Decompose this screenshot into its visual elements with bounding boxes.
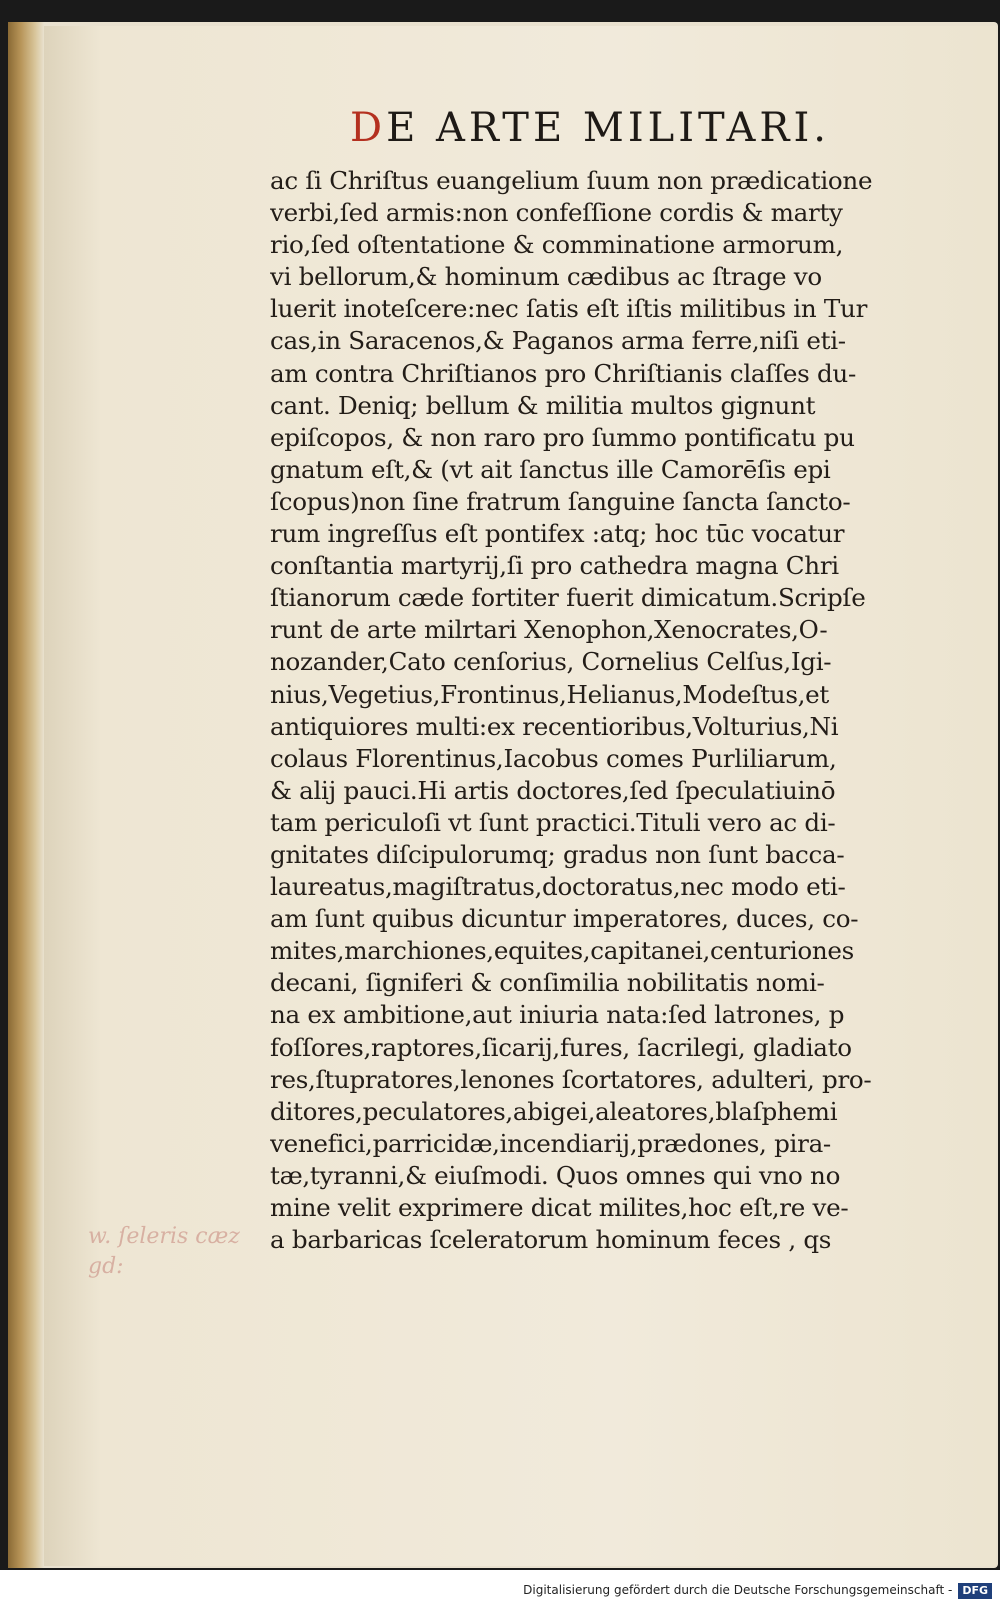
- text-line: foſſores,raptores,ſicarij,fures, ſacrilegi, gladiato: [270, 1032, 852, 1062]
- page-header: [350, 105, 910, 165]
- margin-note-line: gd:: [88, 1254, 124, 1279]
- text-line: res,ſtupratores,lenones ſcortatores, adulteri, pro-: [270, 1064, 872, 1094]
- footer-credit: Digitalisierung gefördert durch die Deutsche Forschungsgemeinschaft -: [523, 1583, 953, 1597]
- text-line: runt de arte milrtari Xenophon,Xenocrates,O-: [270, 615, 828, 645]
- text-line: gnitates diſcipulorumq; gradus non ſunt bacca-: [270, 839, 845, 869]
- text-line: ac ſi Chriſtus euangelium ſuum non prædicatione: [270, 166, 873, 195]
- text-line: verbi,ſed armis:non confeſſione cordis & marty: [270, 198, 843, 228]
- text-line: a barbaricas ſceleratorum hominum feces , qs: [270, 1225, 832, 1255]
- text-line: tæ,tyranni,& eiuſmodi. Quos omnes qui vno no: [270, 1160, 841, 1190]
- text-line: am ſunt quibus dicuntur imperatores, duces, co-: [270, 904, 859, 934]
- text-line: conſtantia martyrij,ſi pro cathedra magna Chri: [270, 551, 839, 581]
- text-line: na ex ambitione,aut iniuria nata:ſed latrones, p: [270, 1000, 845, 1030]
- text-line: & alij pauci.Hi artis doctores,ſed ſpeculatiuinō: [270, 775, 836, 805]
- text-line: decani, ſigniferi & conſimilia nobilitatis nomi-: [270, 968, 825, 998]
- text-line: nozander,Cato cenſorius, Cornelius Celſus,Igi-: [270, 647, 832, 677]
- header-rubric-initial: D: [350, 105, 387, 151]
- text-line: ſcopus)non ſine fratrum ſanguine ſancta ſancto-: [270, 486, 851, 516]
- dfg-logo: DFG: [958, 1583, 992, 1599]
- text-line: laureatus,magiſtratus,doctoratus,nec modo eti-: [270, 872, 846, 902]
- text-line: luerit inoteſcere:nec ſatis eſt iſtis militibus in Tur: [270, 294, 868, 324]
- text-line: rum ingreſſus eſt pontifex :atq; hoc tūc vocatur: [270, 519, 845, 549]
- text-line: nius,Vegetius,Frontinus,Helianus,Modeſtus,et: [270, 679, 830, 709]
- text-line: rio,ſed oſtentatione & comminatione armorum,: [270, 230, 844, 260]
- text-line: cant. Deniq; bellum & militia multos gignunt: [270, 390, 816, 420]
- text-line: mites,marchiones,equites,capitanei,centuriones: [270, 936, 855, 966]
- text-line: colaus Florentinus,Iacobus comes Purliliarum,: [270, 743, 837, 773]
- body-text: [270, 165, 950, 1256]
- text-line: antiquiores multi:ex recentioribus,Volturius,Ni: [270, 711, 839, 741]
- handwritten-margin-note: [88, 1222, 288, 1282]
- digitization-footer: [0, 1578, 992, 1602]
- margin-note-line: w. ſeleris cæz: [88, 1224, 240, 1249]
- header-title: E ARTE MILITARI.: [386, 105, 831, 151]
- text-line: ſtianorum cæde fortiter fuerit dimicatum.Scripſe: [270, 583, 866, 613]
- text-line: venefici,parricidæ,incendiarij,prædones, pira-: [270, 1128, 831, 1158]
- text-line: vi bellorum,& hominum cædibus ac ſtrage vo: [270, 262, 822, 292]
- text-line: am contra Chriſtianos pro Chriſtianis claſſes du-: [270, 358, 856, 388]
- text-line: mine velit exprimere dicat milites,hoc eſt,re ve-: [270, 1193, 849, 1222]
- text-line: tam periculoſi vt ſunt practici.Tituli vero ac di-: [270, 807, 836, 837]
- text-line: epiſcopos, & non raro pro ſummo pontificatu pu: [270, 422, 855, 452]
- text-line: gnatum eſt,& (vt ait ſanctus ille Camorēſis epi: [270, 454, 831, 484]
- text-line: cas,in Saracenos,& Paganos arma ferre,niſi eti-: [270, 326, 846, 356]
- text-line: ditores,peculatores,abigei,aleatores,blaſphemi: [270, 1096, 838, 1126]
- book-spine: [8, 22, 44, 1568]
